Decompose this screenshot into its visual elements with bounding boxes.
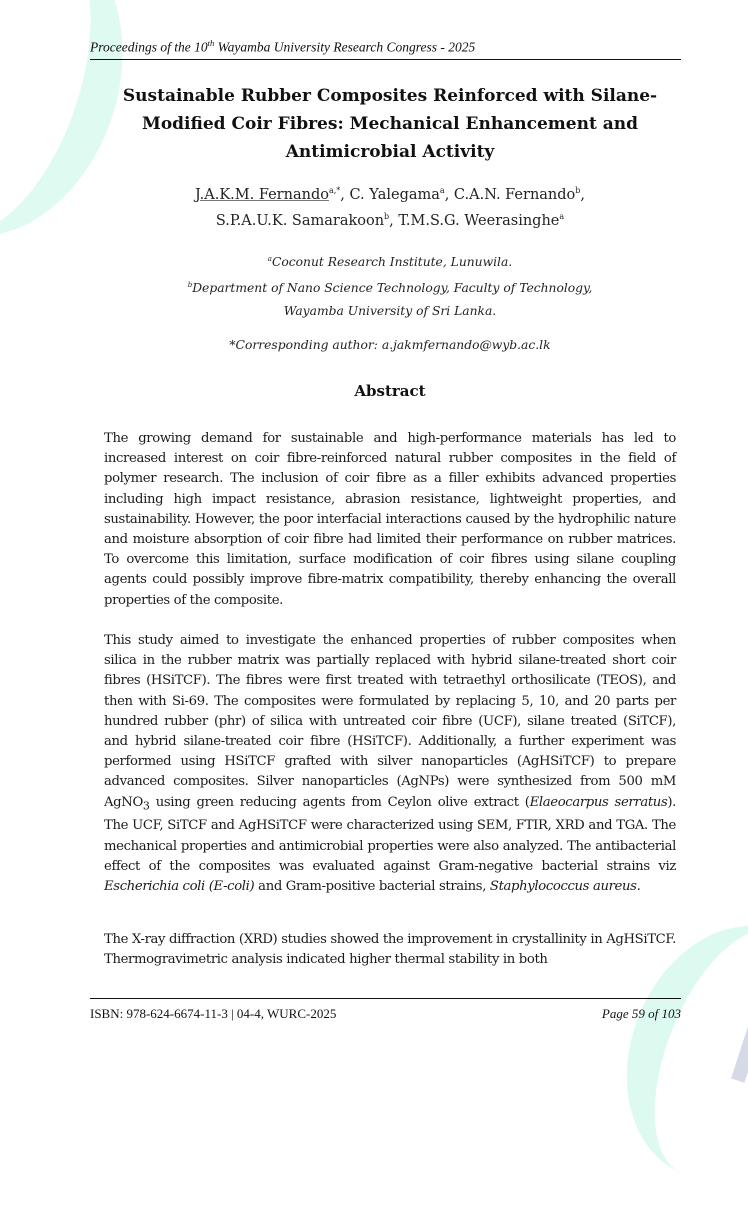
species-name: Staphylococcus aureus. <box>489 879 641 895</box>
abstract-heading: Abstract <box>354 382 426 400</box>
author-separator: , <box>340 186 350 203</box>
abstract-paragraph-3: The X-ray diffraction (XRD) studies showed the improvement in crystallinity in AgHSiTCF. Thermogravimetric analysis indicated higher thermal stability in both <box>104 932 676 968</box>
affiliation-line <box>100 248 680 274</box>
page-footer <box>90 998 681 1022</box>
paragraph-text: and Gram-positive bacterial strains, <box>254 879 490 895</box>
species-name: Elaeocarpus serratus <box>529 794 668 810</box>
author-list <box>100 180 680 232</box>
affiliation-sup: a <box>267 255 272 263</box>
running-header <box>90 38 681 60</box>
paragraph-text: using green reducing agents from Ceylon olive extract ( <box>149 794 530 810</box>
footer-isbn: ISBN: 978-624-6674-11-3 | 04-4, WURC-2025 <box>90 1006 337 1021</box>
header-prefix: Proceedings of the 10 <box>90 39 208 55</box>
author-name: J.A.K.M. Fernando <box>194 186 329 203</box>
subscript: 3 <box>142 799 150 813</box>
author-separator: , <box>389 212 399 229</box>
author-name: C. Yalegama <box>349 186 440 203</box>
affiliation-sup: b <box>187 281 193 290</box>
author-affil-sup: a <box>439 186 445 195</box>
paragraph-text: ). The UCF, SiTCF and AgHSiTCF were characterized using SEM, FTIR, XRD and TGA. The mechanical properties and antimicrobial properties were also analyzed. The antibacterial effect of the composites was evaluated against Gram-negative bacterial strains viz <box>104 794 677 874</box>
author-separator: , <box>580 186 586 203</box>
author-affil-sup: b <box>384 211 390 221</box>
affiliation-line <box>100 274 680 300</box>
affiliation-text: Department of Nano Science Technology, Faculty of Technology, <box>192 281 593 296</box>
affiliation-line <box>100 300 680 323</box>
affiliation-text: Wayamba University of Sri Lanka. <box>283 304 497 319</box>
author-affil-sup: a,* <box>328 186 341 195</box>
paper-title: Sustainable Rubber Composites Reinforced with Silane-Modified Coir Fibres: Mechanical Enhancement and Antimicrobial Activity <box>122 86 658 162</box>
abstract-paragraph-1: The growing demand for sustainable and high-performance materials has led to increased interest on coir fibre-reinforced natural rubber composites in the field of polymer research. The inclusion of coir fibre as a filler exhibits advanced properties including high impact resistance, abrasion resistance, lightweight properties, and sustainability. However, the poor interfacial interactions caused by the hydrophilic nature and moisture absorption of coir fibre had limited their performance on rubber matrices. To overcome this limitation, surface modification of coir fibres using silane coupling agents could possibly improve fibre-matrix compatibility, thereby enhancing the overall properties of the composite. <box>104 431 676 608</box>
corresponding-author: *Corresponding author: a.jakmfernando@wyb.ac.lk <box>229 338 551 352</box>
author-separator: , <box>444 186 454 203</box>
author-name: S.P.A.U.K. Samarakoon <box>215 212 385 229</box>
species-name: Escherichia coli (E-coli) <box>104 879 255 895</box>
author-affil-sup: b <box>575 186 581 195</box>
author-affil-sup: a <box>559 211 565 221</box>
affiliation-text: Coconut Research Institute, Lunuwila. <box>271 255 513 270</box>
affiliations <box>100 248 680 323</box>
abstract-paragraph-2 <box>104 631 676 897</box>
header-suffix: Wayamba University Research Congress - 2025 <box>214 39 476 55</box>
header-sup: th <box>207 38 215 48</box>
author-name: C.A.N. Fernando <box>453 186 576 203</box>
paragraph-text: This study aimed to investigate the enhanced properties of rubber composites when silica in the rubber matrix was partially replaced with hybrid silane-treated short coir fibres (HSiTCF). The fibres were first treated with tetraethyl orthosilicate (TEOS), and then with Si-69. The composites were formulated by replacing 5, 10, and 20 parts per hundred rubber (phr) of silica with untreated coir fibre (UCF), silane treated (SiTCF), and hybrid silane-treated coir fibre (HSiTCF). Additionally, a further experiment was performed using HSiTCF grafted with silver nanoparticles (AgHSiTCF) to prepare advanced composites. Silver nanoparticles (AgNPs) were synthesized from 500 mM AgNO <box>104 633 676 810</box>
author-name: T.M.S.G. Weerasinghe <box>398 212 560 229</box>
page-number: Page 59 of 103 <box>601 1006 681 1021</box>
